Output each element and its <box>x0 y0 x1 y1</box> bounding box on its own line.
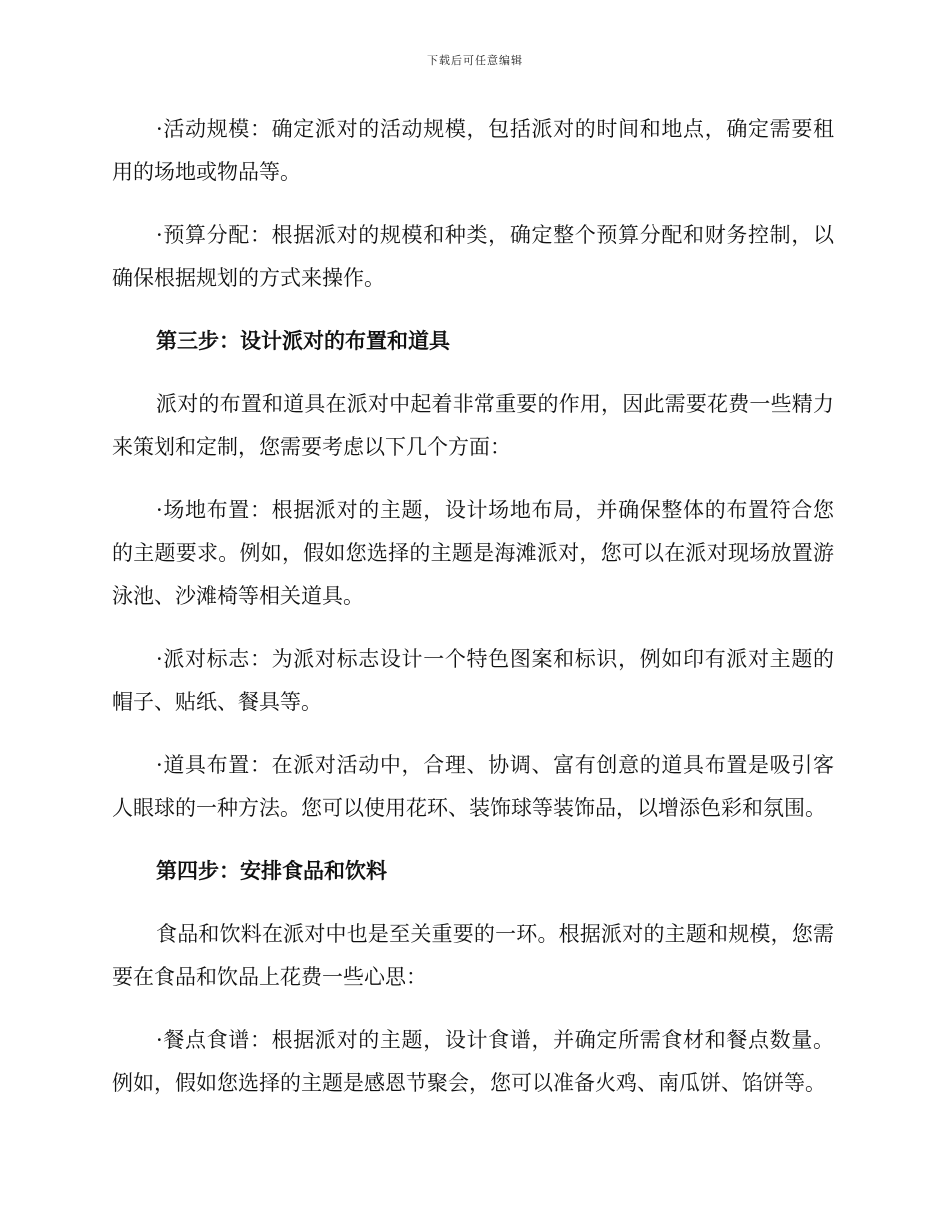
paragraph-activity-scale: ·活动规模：确定派对的活动规模，包括派对的时间和地点，确定需要租用的场地或物品等。 <box>112 117 834 184</box>
page-header: 下载后可任意编辑 <box>427 54 523 67</box>
paragraph-budget: ·预算分配：根据派对的规模和种类，确定整个预算分配和财务控制，以确保根据规划的方式来操作。 <box>112 223 834 290</box>
heading-step-four: 第四步：安排食品和饮料 <box>156 859 387 883</box>
heading-step-three: 第三步：设计派对的布置和道具 <box>156 329 450 353</box>
paragraph-food-intro: 食品和饮料在派对中也是至关重要的一环。根据派对的主题和规模，您需要在食品和饮品上花费一些心思： <box>112 922 834 989</box>
paragraph-party-logo: ·派对标志：为派对标志设计一个特色图案和标识，例如印有派对主题的帽子、贴纸、餐具等。 <box>112 647 834 714</box>
document-body <box>112 108 834 1105</box>
paragraph-venue-layout: ·场地布置：根据派对的主题，设计场地布局，并确保整体的布置符合您的主题要求。例如，假如您选择的主题是海滩派对，您可以在派对现场放置游泳池、沙滩椅等相关道具。 <box>112 498 834 608</box>
paragraph-props-layout: ·道具布置：在派对活动中，合理、协调、富有创意的道具布置是吸引客人眼球的一种方法。您可以使用花环、装饰球等装饰品，以增添色彩和氛围。 <box>112 753 834 820</box>
paragraph-menu: ·餐点食谱：根据派对的主题，设计食谱，并确定所需食材和餐点数量。例如，假如您选择的主题是感恩节聚会，您可以准备火鸡、南瓜饼、馅饼等。 <box>112 1028 834 1095</box>
paragraph-decor-intro: 派对的布置和道具在派对中起着非常重要的作用，因此需要花费一些精力来策划和定制，您需要考虑以下几个方面： <box>112 392 834 459</box>
